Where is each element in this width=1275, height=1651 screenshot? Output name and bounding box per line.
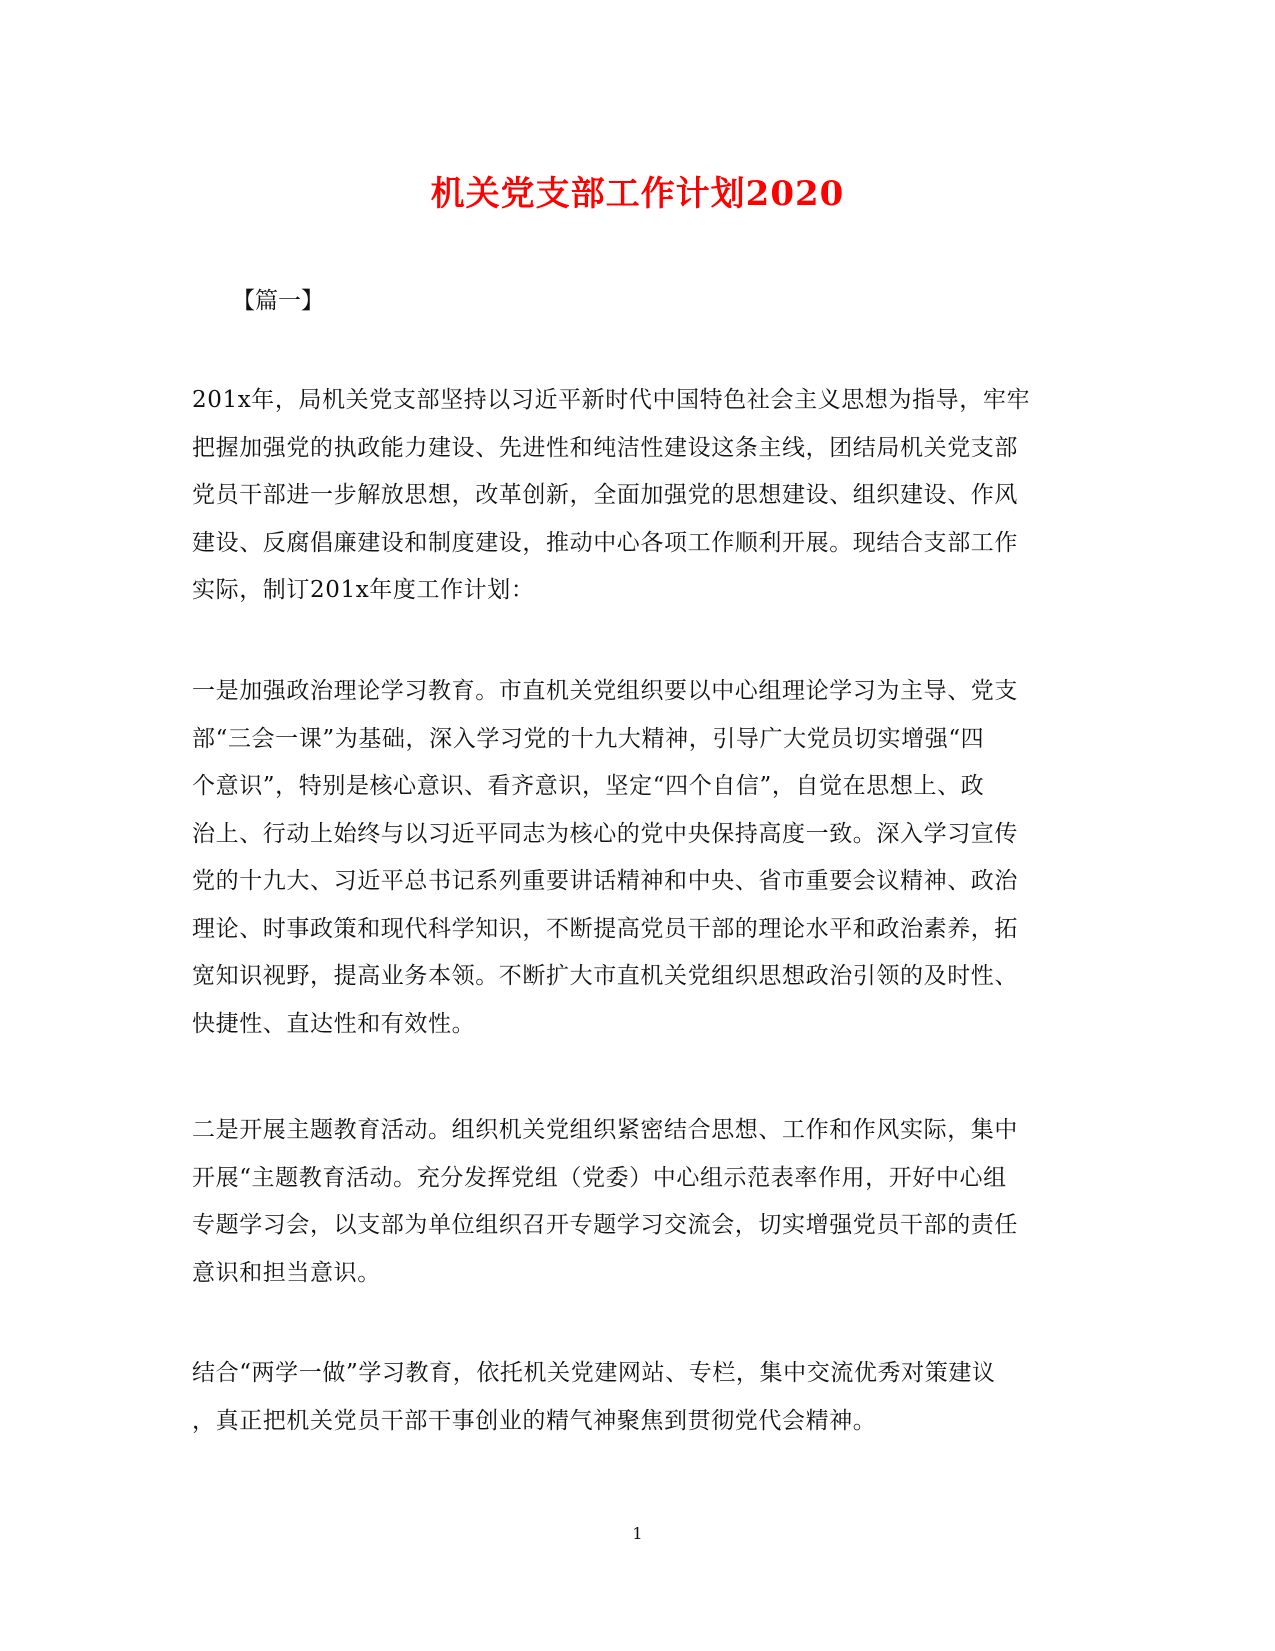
paragraph-item-one (192, 668, 1072, 1048)
paragraph-combined-study (192, 1350, 1072, 1445)
paragraph-line: 党的十九大、习近平总书记系列重要讲话精神和中央、省市重要会议精神、政治 (192, 868, 1018, 894)
paragraph-line: 实际，制订201x年度工作计划： (192, 577, 535, 603)
document-title: 机关党支部工作计划2020 (430, 174, 845, 214)
paragraph-line: 专题学习会，以支部为单位组织召开专题学习交流会，切实增强党员干部的责任 (192, 1212, 1018, 1238)
page-number: 1 (632, 1524, 643, 1543)
paragraph-line: 开展“主题教育活动。充分发挥党组（党委）中心组示范表率作用，开好中心组 (192, 1164, 1007, 1191)
paragraph-line: 意识和担当意识。 (192, 1259, 381, 1286)
paragraph-line: 一是加强政治理论学习教育。市直机关党组织要以中心组理论学习为主导、党支 (192, 678, 1018, 704)
section-label: 【篇一】 (232, 288, 324, 314)
paragraph-line: 党员干部进一步解放思想，改革创新，全面加强党的思想建设、组织建设、作风 (192, 482, 1018, 508)
paragraph-item-two (192, 1107, 1072, 1297)
paragraph-line: 快捷性、直达性和有效性。 (192, 1010, 476, 1037)
paragraph-line: 二是开展主题教育活动。组织机关党组织紧密结合思想、工作和作风实际，集中 (192, 1117, 1018, 1143)
paragraph-line: 结合“两学一做”学习教育，依托机关党建网站、专栏，集中交流优秀对策建议 (192, 1360, 996, 1386)
paragraph-line: 部“三会一课”为基础，深入学习党的十九大精神，引导广大党员切实增强“四 (192, 725, 985, 752)
paragraph-line: 把握加强党的执政能力建设、先进性和纯洁性建设这条主线，团结局机关党支部 (192, 434, 1018, 461)
paragraph-line: 建设、反腐倡廉建设和制度建设，推动中心各项工作顺利开展。现结合支部工作 (192, 529, 1018, 556)
paragraph-line: 个意识”，特别是核心意识、看齐意识，坚定“四个自信”，自觉在思想上、政 (192, 773, 985, 799)
paragraph-line: ，真正把机关党员干部干事创业的精气神聚焦到贯彻党代会精神。 (192, 1407, 877, 1434)
paragraph-line: 治上、行动上始终与以习近平同志为核心的党中央保持高度一致。深入学习宣传 (192, 820, 1018, 847)
paragraph-line: 理论、时事政策和现代科学知识，不断提高党员干部的理论水平和政治素养，拓 (192, 915, 1018, 942)
paragraph-line: 宽知识视野，提高业务本领。不断扩大市直机关党组织思想政治引领的及时性、 (192, 963, 1018, 989)
paragraph-intro (192, 377, 1072, 615)
paragraph-line: 201x年，局机关党支部坚持以习近平新时代中国特色社会主义思想为指导，牢牢 (192, 387, 1031, 413)
